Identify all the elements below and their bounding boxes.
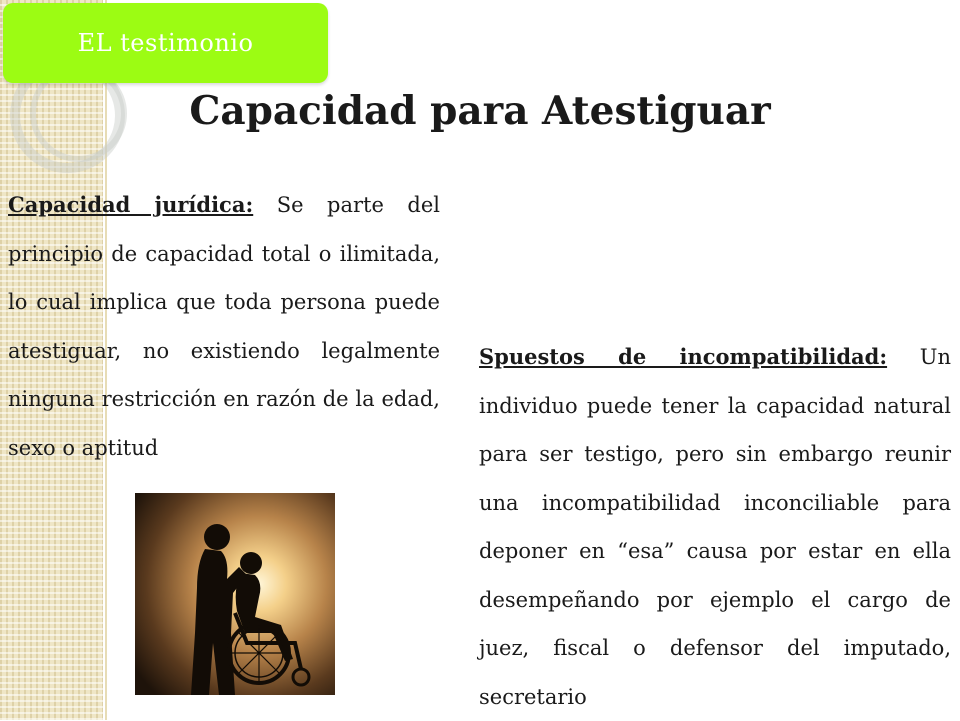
capacidad-juridica-paragraph	[8, 181, 440, 472]
capacidad-juridica-text: Se parte del principio de capacidad total o ilimitada, lo cual implica que toda persona puede atestiguar, no existiendo legalmente ninguna restricción en razón de la edad, sexo o aptitud	[8, 193, 441, 460]
incompatibilidad-text: Un individuo puede tener la capacidad natural para ser testigo, pero sin embargo reunir una incompatibilidad inconciliable para deponer en “esa” causa por estar en ella desempeñando por ejemplo el cargo de juez, fiscal o defensor del imputado, secretario	[479, 345, 951, 709]
capacidad-juridica-term: Capacidad jurídica:	[8, 192, 254, 217]
wheelchair-silhouette-image	[135, 493, 335, 695]
incompatibilidad-term: Spuestos de incompatibilidad:	[479, 344, 888, 369]
incompatibilidad-paragraph	[479, 333, 951, 721]
slide-title: Capacidad para Atestiguar	[189, 88, 771, 134]
wheelchair-caregiver-photo	[135, 493, 335, 695]
section-tab-label: EL testimonio	[77, 29, 254, 57]
section-tab	[3, 3, 328, 83]
